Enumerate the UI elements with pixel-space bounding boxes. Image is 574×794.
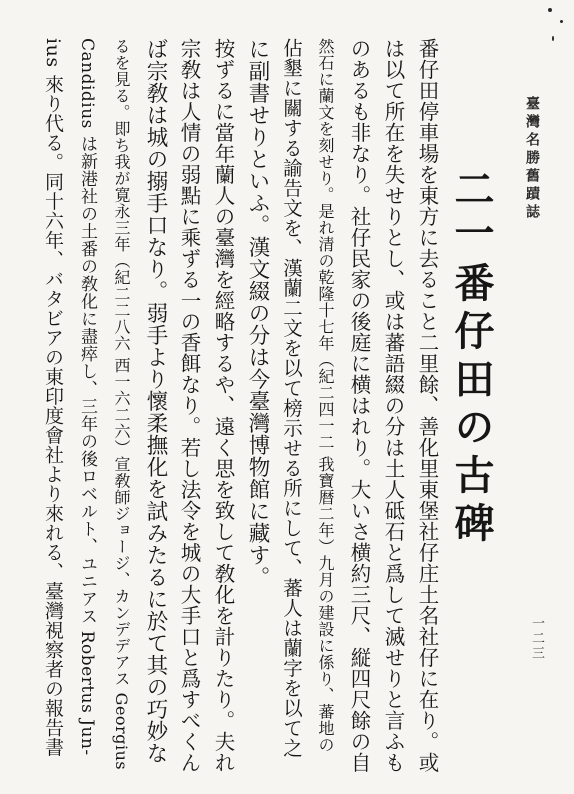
body-column: 佔墾に關する諭告文を、漢蘭二文を以て榜示せる所にして、蕃人は蘭字を以て之 — [280, 38, 303, 758]
scan-speck — [548, 8, 552, 12]
body-column: るを見る。即ち我が寛永三年（紀二二八六 西一六二六）宣敎師ジョージ、カンデデアス Georgius — [112, 38, 131, 771]
section-title: 番仔田の古碑 — [448, 262, 495, 550]
body-column: 按ずるに當年蘭人の臺灣を經略するや、遠く思を致して敎化を計りたり。夫れ — [211, 38, 235, 773]
page-number: 一二三 — [529, 616, 544, 661]
scan-speck — [552, 36, 554, 41]
body-column: ば宗敎は城の搦手口なり。弱手より懷柔撫化を試みたるに於て其の巧妙な — [143, 38, 168, 764]
body-column: 番仔田停車場を東方に去ること二里餘、善化里東堡社仔庄土名社仔に在り。或 — [415, 38, 439, 773]
body-column: に副書せりといふ。漢文綴の分は今臺灣博物館に藏す。 — [245, 38, 270, 588]
body-column: Candidius は新港社の土番の敎化に盡瘁し、三年の後ロベルト、ユニアス Robertus Jun- — [77, 38, 97, 756]
scan-speck — [560, 20, 563, 23]
running-head: 臺灣名勝舊蹟誌 — [524, 96, 540, 222]
body-column: 宗敎は人情の弱點に乘ずる一の香餌なり。若し法令を城の大手口と爲すべくん — [177, 38, 201, 773]
body-column: ius 來り代る。同十六年、バタビアの東印度會社より來れる、臺灣視察者の報告書 — [42, 38, 64, 757]
body-column: 然石に蘭文を刻せり。是れ清の乾隆十七年（紀二四一二 我寶暦二年）九月の建設に係り、蕃地の — [316, 38, 335, 754]
body-column: のあるも非なり。社仔民家の後庭に横はれり。大いさ横約三尺、縦四尺餘の自 — [347, 38, 371, 773]
body-column: は以て所在を失せりとし、或は蕃語綴の分は土人砥石と爲して滅せりと言ふも — [381, 38, 405, 773]
section-number: 二一 — [448, 168, 495, 256]
